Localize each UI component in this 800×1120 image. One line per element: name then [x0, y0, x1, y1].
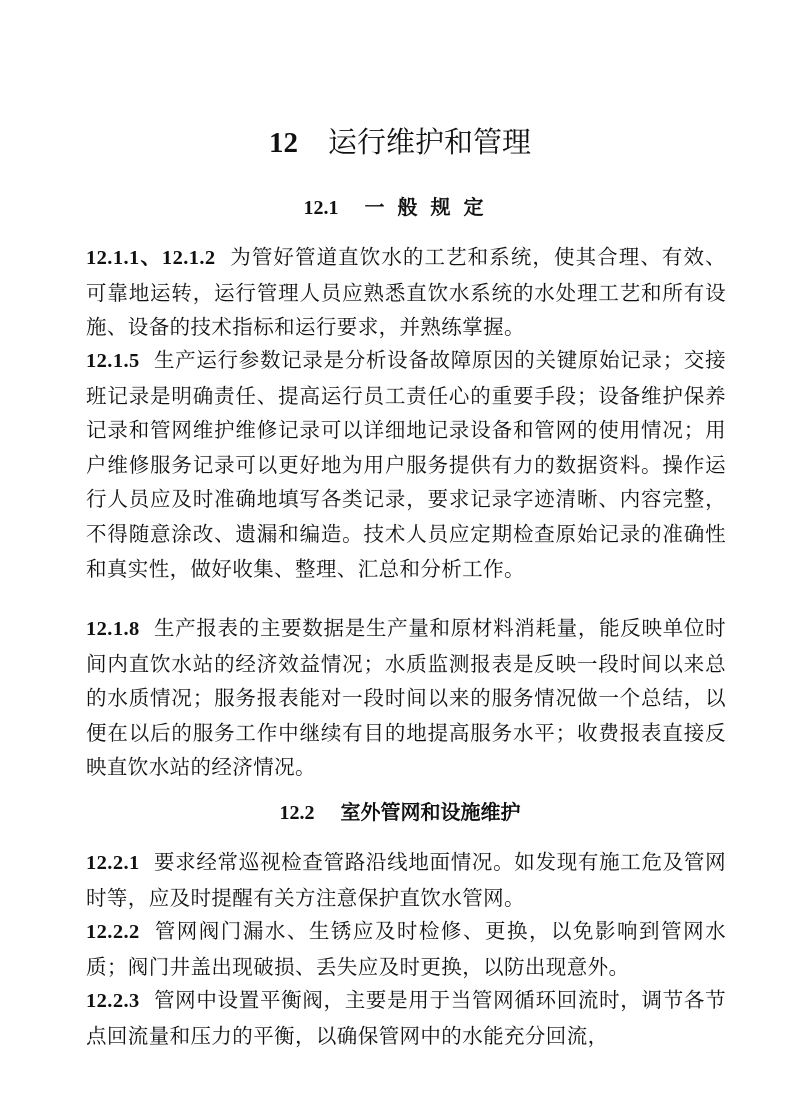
chapter-title-text: 运行维护和管理: [327, 125, 531, 159]
clause-paragraph: [86, 611, 726, 785]
chapter-title: [0, 120, 800, 165]
clause-number: 12.1.8: [86, 618, 140, 640]
clause-text: 生产报表的主要数据是生产量和原材料消耗量，能反映单位时间内直饮水站的经济效益情况；水质监测报表是反映一段时间以来总的水质情况；服务报表能对一段时间以来的服务情况做一个总结，以便在以后的服务工作中继续有目的地提高服务水平；收费报表直接反映直饮水站的经济情况。: [86, 616, 726, 780]
clause-text: 为管好管道直饮水的工艺和系统，使其合理、有效、可靠地运转，运行管理人员应熟悉直饮水系统的水处理工艺和所有设施、设备的技术指标和运行要求，并熟练掌握。: [86, 245, 727, 340]
section-heading: [0, 192, 800, 223]
clause-number: 12.1.5: [86, 350, 140, 372]
section-title-text: 一般规定: [364, 195, 497, 219]
clause-number: 12.2.1: [86, 852, 140, 874]
clause-paragraph: [86, 845, 726, 915]
clause-text: 管网中设置平衡阀，主要是用于当管网循环回流时，调节各节点回流量和压力的平衡，以确保管网中的水能充分回流，: [86, 988, 726, 1048]
clause-text: 要求经常巡视检查管路沿线地面情况。如发现有施工危及管网时等，应及时提醒有关方注意保护直饮水管网。: [86, 850, 726, 910]
clause-number: 12.2.3: [86, 990, 140, 1012]
chapter-number: 12: [268, 127, 298, 159]
clause-paragraph: [86, 240, 726, 345]
section-heading: [0, 797, 800, 828]
clause-paragraph: [86, 914, 726, 984]
clause-text: 生产运行参数记录是分析设备故障原因的关键原始记录；交接班记录是明确责任、提高运行员工责任心的重要手段；设备维护保养记录和管网维护维修记录可以详细地记录设备和管网的使用情况；用户维修服务记录可以更好地为用户服务提供有力的数据资料。操作运行人员应及时准确地填写各类记录，要求记录字迹清晰、内容完整，不得随意涂改、遗漏和编造。技术人员应定期检查原始记录的准确性和真实性，做好收集、整理、汇总和分析工作。: [86, 348, 726, 581]
section-title-text: 室外管网和设施维护: [340, 800, 521, 824]
clause-text: 管网阀门漏水、生锈应及时检修、更换，以免影响到管网水质；阀门井盖出现破损、丢失应及时更换，以防出现意外。: [86, 919, 726, 979]
clause-paragraph: [86, 983, 726, 1053]
clause-paragraph: [86, 343, 726, 586]
section-number: 12.1: [303, 197, 339, 219]
section-number: 12.2: [279, 802, 315, 824]
clause-number: 12.2.2: [86, 921, 140, 943]
clause-number: 12.1.1、12.1.2: [86, 247, 216, 269]
